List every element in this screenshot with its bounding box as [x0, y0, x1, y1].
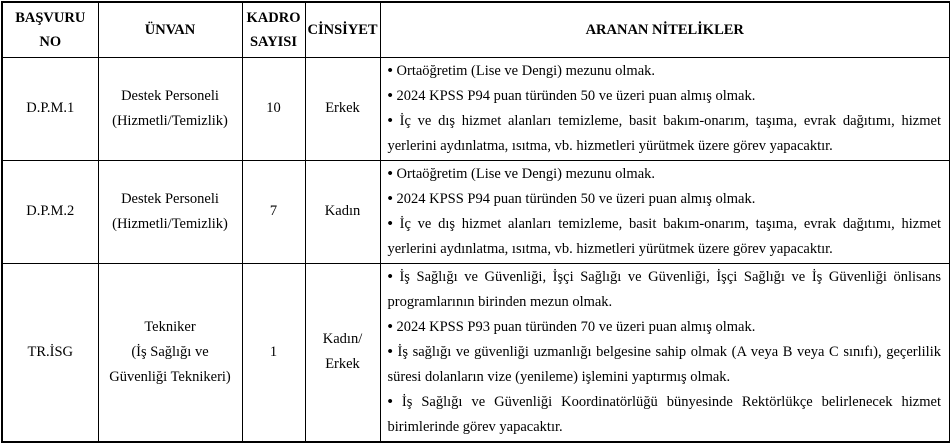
- requirement-item: • İç ve dış hizmet alanları temizleme, basit bakım-onarım, taşıma, evrak dağıtımı, hizmet yerlerini aydınlatma, ısıtma, vb. hizmetleri yürütmek üzere görev yapacaktır.: [388, 109, 942, 159]
- requirement-item: • İş sağlığı ve güvenliği uzmanlığı belgesine sahip olmak (A veya B veya C sınıfı), geçerlilik süresi dolanların vize (yenileme) işlemini yaptırmış olmak.: [388, 340, 942, 390]
- cell-unvan: [98, 160, 242, 263]
- unvan-line: (Hizmetli/Temizlik): [112, 112, 228, 129]
- requirement-item: • Ortaöğretim (Lise ve Dengi) mezunu olmak.: [388, 162, 942, 187]
- table-row-dpm2: [2, 160, 950, 263]
- requirement-item: • 2024 KPSS P94 puan türünden 50 ve üzeri puan almış olmak.: [388, 187, 942, 212]
- header-cinsiyet-label: CİNSİYET: [307, 21, 378, 38]
- basvuru-no-value: D.P.M.2: [26, 203, 75, 219]
- unvan-line: (Hizmetli/Temizlik): [112, 215, 228, 232]
- header-aranan-nitelikler: [380, 2, 950, 57]
- header-basvuru-no: [2, 2, 98, 57]
- requirement-item: • 2024 KPSS P93 puan türünden 70 ve üzeri puan almış olmak.: [388, 315, 942, 340]
- cell-kadro-sayisi: [242, 160, 305, 263]
- cell-aranan-nitelikler: [380, 263, 950, 442]
- basvuru-no-value: TR.İSG: [27, 343, 74, 360]
- unvan-line: Güvenliği Teknikeri): [109, 368, 231, 385]
- header-kadro-line1: KADRO: [246, 9, 301, 26]
- kadro-sayisi-value: 1: [269, 343, 278, 360]
- cell-basvuru-no: [2, 160, 98, 263]
- cell-unvan: [98, 57, 242, 160]
- kadro-sayisi-value: 7: [269, 203, 278, 219]
- cell-aranan-nitelikler: [380, 160, 950, 263]
- cell-kadro-sayisi: [242, 57, 305, 160]
- header-unvan-label: ÜNVAN: [144, 21, 196, 38]
- cell-cinsiyet: [305, 160, 380, 263]
- header-basvuru-no-line2: NO: [39, 33, 62, 50]
- cell-cinsiyet: [305, 263, 380, 442]
- cell-aranan-nitelikler: [380, 57, 950, 160]
- header-basvuru-no-line1: BAŞVURU: [15, 9, 86, 26]
- cell-kadro-sayisi: [242, 263, 305, 442]
- requirement-item: • İş Sağlığı ve Güvenliği, İşçi Sağlığı ve Güvenliği, İşçi Sağlığı ve İş Güvenliği önlisans programlarının birinden mezun olmak.: [388, 265, 942, 315]
- requirement-item: • 2024 KPSS P94 puan türünden 50 ve üzeri puan almış olmak.: [388, 84, 942, 109]
- job-positions-table: [1, 1, 950, 443]
- kadro-sayisi-value: 10: [266, 100, 281, 116]
- requirement-item: • İç ve dış hizmet alanları temizleme, basit bakım-onarım, taşıma, evrak dağıtımı, hizmet yerlerini aydınlatma, ısıtma, vb. hizmetleri yürütmek üzere görev yapacaktır.: [388, 212, 942, 262]
- cell-unvan: [98, 263, 242, 442]
- header-unvan: [98, 2, 242, 57]
- unvan-line: (İş Sağlığı ve: [131, 343, 209, 360]
- header-row: [2, 2, 950, 57]
- cinsiyet-line: Erkek: [325, 356, 360, 372]
- unvan-line: Destek Personeli: [121, 190, 219, 207]
- unvan-line: Destek Personeli: [121, 87, 219, 104]
- cinsiyet-value: Erkek: [325, 100, 360, 116]
- requirement-item: • Ortaöğretim (Lise ve Dengi) mezunu olmak.: [388, 59, 942, 84]
- cell-basvuru-no: [2, 57, 98, 160]
- header-aranan-nitelikler-label: ARANAN NİTELİKLER: [585, 21, 744, 38]
- requirement-item: • İş Sağlığı ve Güvenliği Koordinatörlüğü bünyesinde Rektörlükçe belirlenecek hizmet birimlerinde görev yapacaktır.: [388, 390, 942, 440]
- header-kadro-line2: SAYISI: [249, 33, 298, 50]
- cinsiyet-line: Kadın/: [322, 331, 363, 347]
- cinsiyet-value: Kadın: [324, 203, 361, 219]
- header-kadro-sayisi: [242, 2, 305, 57]
- cell-basvuru-no: [2, 263, 98, 442]
- table-row-dpm1: [2, 57, 950, 160]
- cell-cinsiyet: [305, 57, 380, 160]
- header-cinsiyet: [305, 2, 380, 57]
- basvuru-no-value: D.P.M.1: [26, 100, 75, 116]
- unvan-line: Tekniker: [144, 318, 196, 335]
- table-row-trisg: [2, 263, 950, 442]
